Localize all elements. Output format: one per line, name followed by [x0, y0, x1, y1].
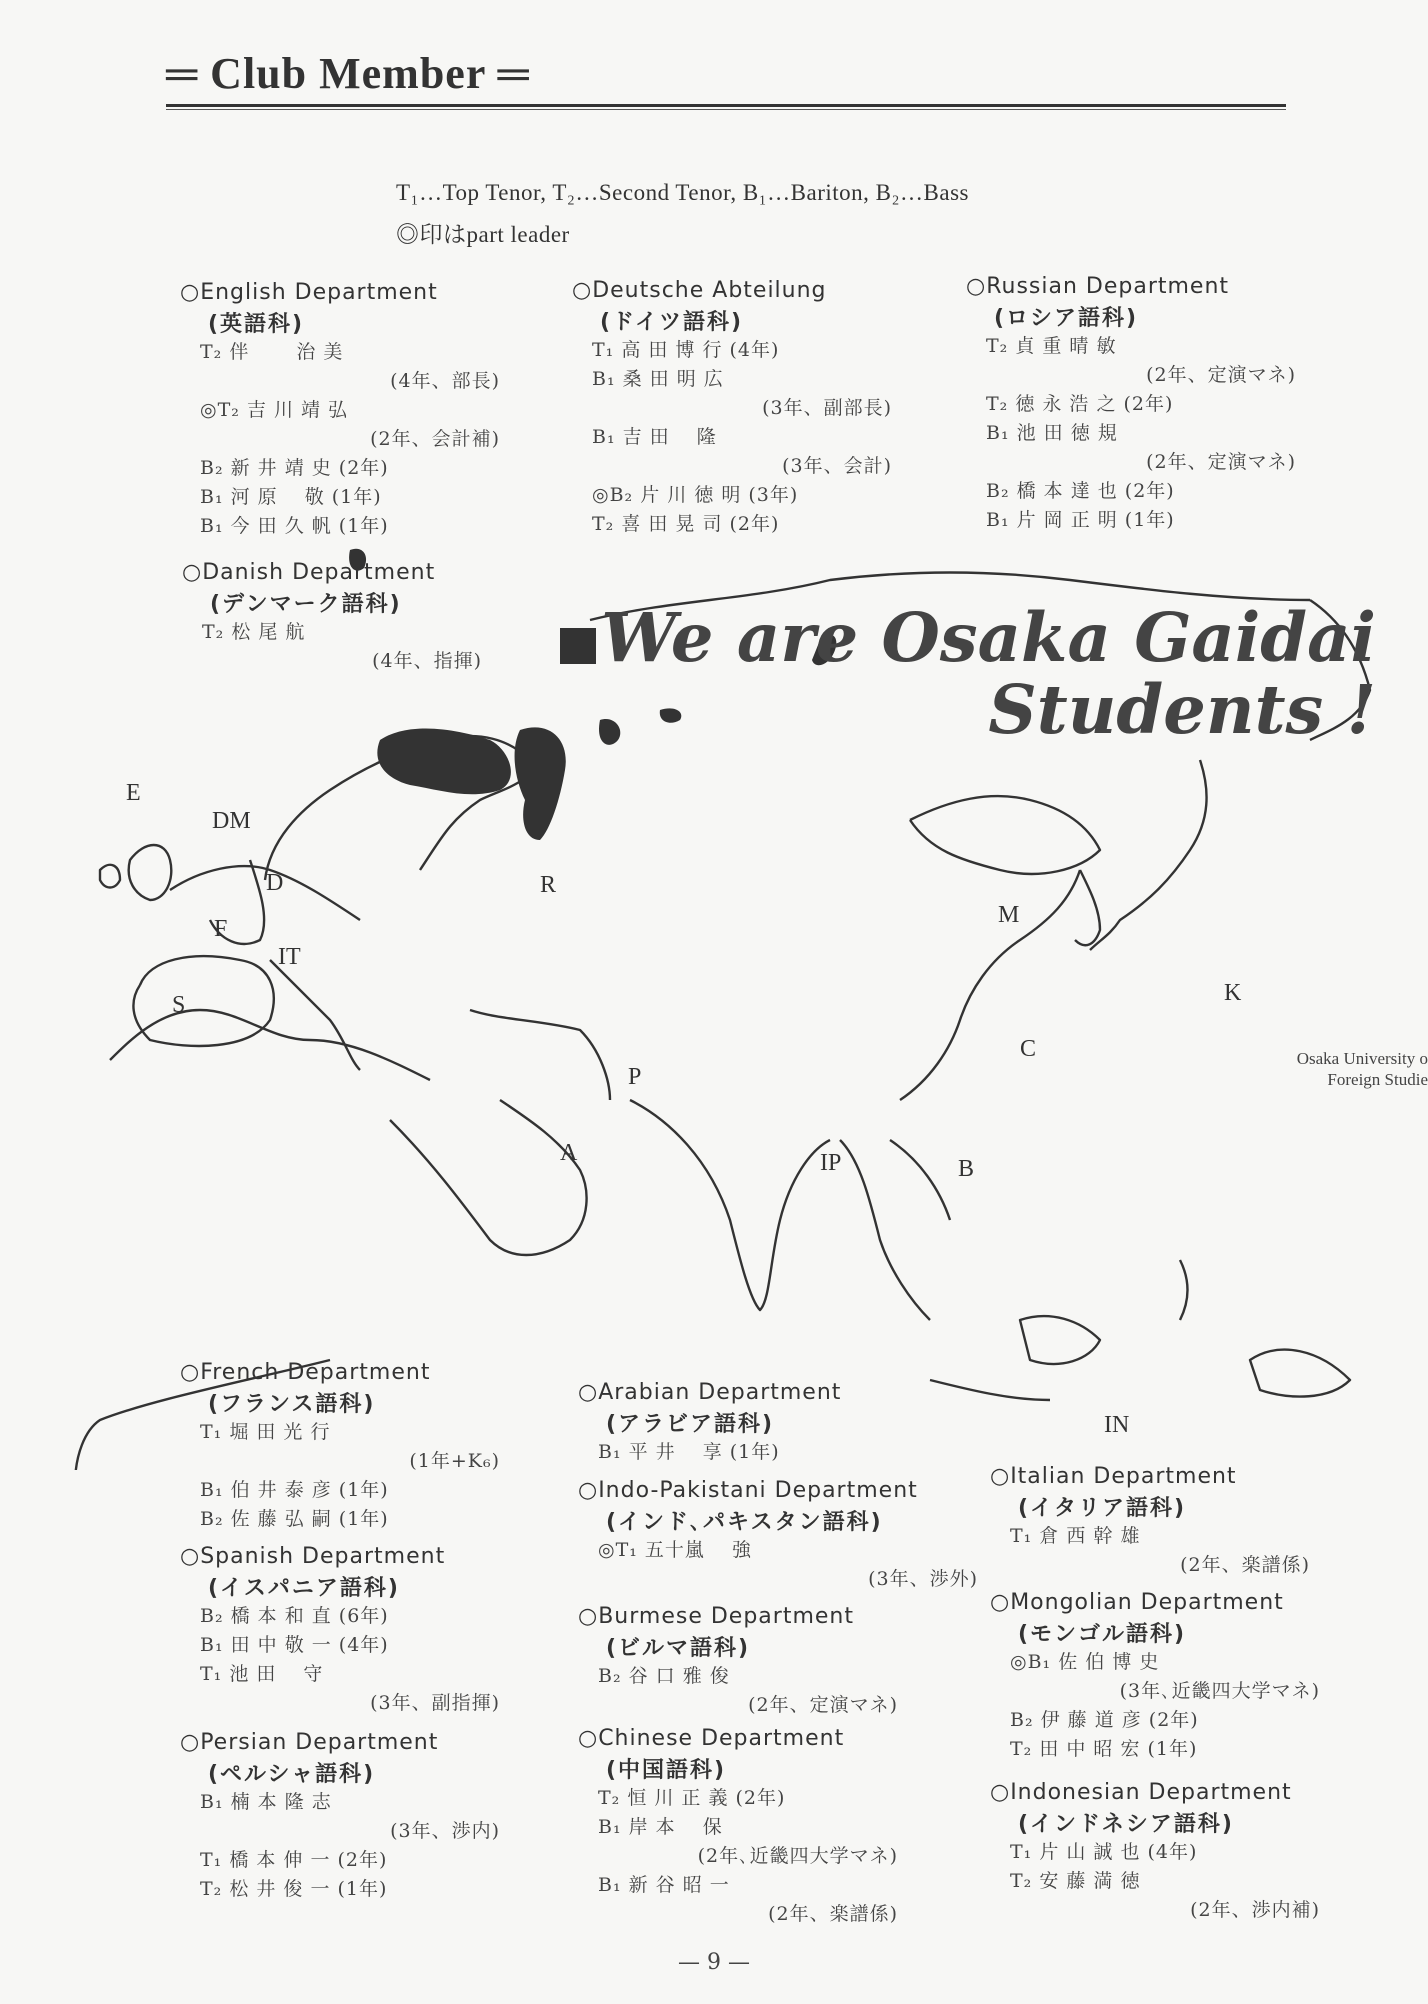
- member-row: B₁ 岸 本 保: [598, 1816, 723, 1838]
- member-row: ◎B₂ 片 川 徳 明 (3年): [592, 484, 799, 506]
- japan-outline: [1090, 760, 1207, 950]
- department-name: ○Deutsche Abteilung: [572, 278, 827, 303]
- mongolia-outline: [910, 796, 1100, 874]
- map-label-mongolia: M: [998, 902, 1020, 928]
- dept-danish: [182, 560, 482, 676]
- member-note: (1年+K₆): [409, 1450, 500, 1472]
- department-name: ○Burmese Department: [578, 1604, 854, 1629]
- member-row: B₁ 今 田 久 帆 (1年): [200, 515, 389, 537]
- department-name: ○Arabian Department: [578, 1380, 842, 1405]
- member-note: (2年、定演マネ): [1146, 364, 1296, 386]
- department-name: ○Italian Department: [990, 1464, 1237, 1489]
- arabia-outline: [390, 1100, 587, 1255]
- department-name-jp: (イタリア語科): [1018, 1496, 1187, 1521]
- java-outline: [930, 1380, 1050, 1400]
- department-name-jp: (アラビア語科): [606, 1412, 775, 1437]
- dept-persian: [180, 1730, 500, 1904]
- map-label-spain: S: [172, 992, 186, 1018]
- department-name-jp: (モンゴル語科): [1018, 1622, 1187, 1647]
- borneo-outline: [1020, 1316, 1100, 1364]
- member-row: B₂ 橋 本 達 也 (2年): [986, 480, 1175, 502]
- map-label-china: C: [1020, 1036, 1037, 1062]
- member-row: T₂ 恒 川 正 義 (2年): [598, 1787, 786, 1809]
- member-row: B₁ 吉 田 隆: [592, 426, 717, 448]
- member-row: ◎T₂ 吉 川 靖 弘: [200, 399, 349, 421]
- member-note: (2年、楽譜係): [1180, 1554, 1310, 1576]
- indochina-outline: [890, 1140, 950, 1220]
- page-title: ═ Club Member ═: [166, 49, 530, 98]
- headline-line-2: Students !: [988, 670, 1376, 749]
- department-name-jp: (ロシア語科): [994, 306, 1139, 331]
- department-name-jp: (中国語科): [606, 1758, 727, 1783]
- department-name: ○Indo-Pakistani Department: [578, 1478, 918, 1503]
- department-name: ○Russian Department: [966, 274, 1230, 299]
- member-row: T₁ 片 山 誠 也 (4年): [1010, 1841, 1198, 1863]
- dept-indonesian: [990, 1780, 1320, 1925]
- map-label-denmark: DM: [212, 808, 251, 834]
- member-note: (3年、副部長): [762, 397, 892, 419]
- department-name-jp: (ドイツ語科): [600, 310, 744, 335]
- britain-outline: [129, 845, 172, 900]
- map-label-burma: B: [958, 1156, 975, 1182]
- member-row: T₂ 喜 田 晃 司 (2年): [592, 513, 780, 535]
- member-row: T₁ 高 田 博 行 (4年): [592, 339, 780, 361]
- member-row: B₁ 新 谷 昭 一: [598, 1874, 730, 1896]
- member-row: B₁ 平 井 享 (1年): [598, 1441, 780, 1463]
- department-name-jp: (インド､パキスタン語科): [606, 1510, 883, 1535]
- dept-russian: [966, 274, 1296, 535]
- dept-arabian: [578, 1380, 898, 1467]
- map-label-italy: IT: [278, 944, 301, 970]
- member-row: B₁ 池 田 徳 規: [986, 422, 1118, 444]
- member-row: T₂ 松 井 俊 一 (1年): [200, 1878, 388, 1900]
- department-name: ○English Department: [180, 280, 438, 305]
- southeast-asia-outline: [840, 1140, 930, 1320]
- map-label-korea: K: [1224, 980, 1242, 1006]
- dept-italian: [990, 1464, 1310, 1580]
- member-row: T₁ 倉 西 幹 雄: [1010, 1525, 1141, 1547]
- headline-line-1: We are Osaka Gaidai: [601, 598, 1376, 677]
- dept-indo-pakistani: [578, 1478, 978, 1594]
- member-note: (3年、渉外): [868, 1568, 978, 1590]
- member-note: (4年、部長): [390, 370, 500, 392]
- dept-burmese: [578, 1604, 898, 1720]
- persia-outline: [470, 1010, 610, 1100]
- member-row: B₁ 河 原 敬 (1年): [200, 486, 382, 508]
- department-name: ○Mongolian Department: [990, 1590, 1284, 1615]
- india-outline: [630, 1100, 830, 1310]
- dept-english: [180, 280, 500, 541]
- member-note: (3年、渉内): [390, 1820, 500, 1842]
- member-row: B₂ 橋 本 和 直 (6年): [200, 1605, 389, 1627]
- department-name: ○Danish Department: [182, 560, 436, 585]
- dept-chinese: [578, 1726, 898, 1929]
- caspian-sea: [515, 727, 566, 840]
- department-name-jp: (ペルシャ語科): [208, 1762, 376, 1787]
- member-row: T₂ 安 藤 満 徳: [1010, 1870, 1141, 1892]
- member-row: T₁ 堀 田 光 行: [200, 1421, 331, 1443]
- department-name-jp: (インドネシア語科): [1018, 1812, 1234, 1837]
- member-note: (3年、副指揮): [370, 1692, 500, 1714]
- map-caption: Osaka University o Foreign Studie: [1296, 1049, 1428, 1089]
- member-row: B₁ 田 中 敬 一 (4年): [200, 1634, 389, 1656]
- member-row: B₁ 伯 井 泰 彦 (1年): [200, 1479, 389, 1501]
- department-name-jp: (フランス語科): [208, 1392, 376, 1417]
- page-number: — 9 —: [678, 1950, 750, 1975]
- new-guinea-outline: [1250, 1350, 1350, 1397]
- china-coast: [900, 870, 1080, 1100]
- member-note: (2年、楽譜係): [768, 1903, 898, 1925]
- dept-deutsche: [572, 278, 892, 539]
- department-name-jp: (英語科): [208, 312, 305, 337]
- map-label-arabia: A: [560, 1140, 578, 1166]
- member-note: (3年、会計): [782, 455, 892, 477]
- member-row: T₂ 田 中 昭 宏 (1年): [1010, 1738, 1198, 1760]
- member-row: ◎B₁ 佐 伯 博 史: [1010, 1651, 1160, 1673]
- korea-outline: [1075, 870, 1100, 945]
- member-row: T₂ 徳 永 浩 之 (2年): [986, 393, 1174, 415]
- map-label-france: F: [214, 916, 228, 942]
- member-row: ◎T₁ 五十嵐 強: [598, 1539, 752, 1561]
- member-row: B₂ 伊 藤 道 彦 (2年): [1010, 1709, 1199, 1731]
- department-name: ○Spanish Department: [180, 1544, 446, 1569]
- department-name-jp: (デンマーク語科): [210, 592, 402, 617]
- map-label-england: E: [126, 780, 141, 806]
- department-name: ○French Department: [180, 1360, 431, 1385]
- member-note: (2年、定演マネ): [748, 1694, 898, 1716]
- member-row: T₁ 橋 本 伸 一 (2年): [200, 1849, 388, 1871]
- part-leader-note: ◎印はpart leader: [396, 222, 570, 247]
- map-label-indonesia: IN: [1104, 1412, 1130, 1438]
- member-row: T₂ 貞 重 晴 敏: [986, 335, 1117, 357]
- member-note: (3年､近畿四大学マネ): [1119, 1680, 1320, 1702]
- map-label-russia: R: [540, 872, 557, 898]
- member-row: T₂ 伴 治 美: [200, 341, 344, 363]
- member-row: B₁ 片 岡 正 明 (1年): [986, 509, 1175, 531]
- member-row: T₁ 池 田 守: [200, 1663, 324, 1685]
- voice-part-legend: T₁…Top Tenor, T₂…Second Tenor, B₁…Bariton, B₂…Bass: [396, 180, 969, 205]
- department-name: ○Chinese Department: [578, 1726, 845, 1751]
- member-note: (2年､近畿四大学マネ): [697, 1845, 898, 1867]
- member-note: (2年、会計補): [370, 428, 500, 450]
- member-row: B₂ 谷 口 雅 俊: [598, 1665, 730, 1687]
- department-name-jp: (ビルマ語科): [606, 1636, 751, 1661]
- headline: [601, 598, 1376, 749]
- title-rule: [166, 104, 1286, 110]
- italy-outline: [270, 960, 360, 1070]
- member-row: B₁ 桑 田 明 広: [592, 368, 724, 390]
- map-label-persia: P: [628, 1064, 642, 1090]
- dept-french: [180, 1360, 500, 1534]
- department-name: ○Persian Department: [180, 1730, 439, 1755]
- member-row: T₂ 松 尾 航: [202, 621, 306, 643]
- headline-bullet: [560, 628, 596, 664]
- iberia-outline: [133, 956, 273, 1046]
- member-note: (2年、定演マネ): [1146, 451, 1296, 473]
- map-label-india-pakistan: IP: [820, 1150, 842, 1176]
- dept-spanish: [180, 1544, 500, 1718]
- member-note: (2年、渉内補): [1190, 1899, 1320, 1921]
- philippines-outline: [1180, 1260, 1188, 1320]
- map-label-germany: D: [266, 870, 284, 896]
- ireland-outline: [100, 865, 120, 888]
- dept-mongolian: [990, 1590, 1320, 1764]
- department-name-jp: (イスパニア語科): [208, 1576, 400, 1601]
- department-name: ○Indonesian Department: [990, 1780, 1292, 1805]
- member-note: (4年、指揮): [372, 650, 482, 672]
- member-row: B₂ 佐 藤 弘 嗣 (1年): [200, 1508, 389, 1530]
- member-row: B₂ 新 井 靖 史 (2年): [200, 457, 389, 479]
- member-row: B₁ 楠 本 隆 志: [200, 1791, 332, 1813]
